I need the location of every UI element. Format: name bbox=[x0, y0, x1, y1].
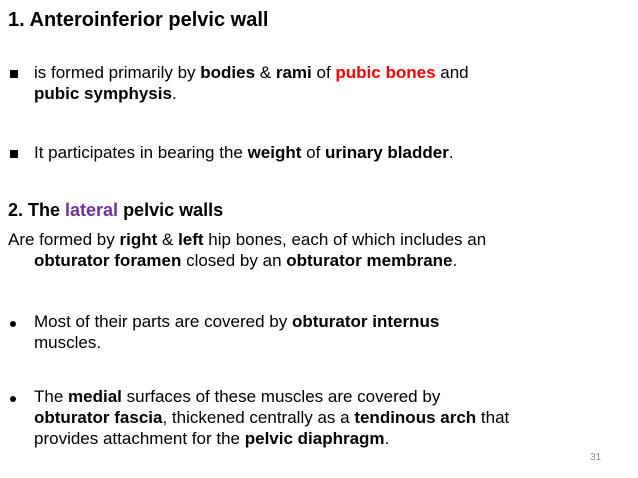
text-run: pelvic walls bbox=[118, 200, 224, 220]
text-run: The bbox=[34, 387, 69, 406]
bold-text-rami: rami bbox=[275, 63, 312, 82]
square-bullet-icon bbox=[10, 62, 28, 83]
bold-text-obturator-membrane: obturator membrane bbox=[286, 251, 453, 270]
square-bullet-icon bbox=[10, 142, 28, 163]
bullet-4-line-3 bbox=[8, 428, 630, 449]
text-run: surfaces of these muscles are covered by bbox=[121, 387, 441, 406]
bullet-4-line-2 bbox=[8, 407, 630, 428]
text-run: . bbox=[171, 84, 177, 103]
bold-text-weight: weight bbox=[247, 143, 302, 162]
bullet-3-line-2: muscles. bbox=[34, 333, 102, 352]
para-line-2 bbox=[8, 250, 630, 271]
bullet-item-1 bbox=[8, 62, 630, 104]
text-run: that bbox=[476, 408, 510, 427]
heading-anteroinferior-wall: 1. Anteroinferior pelvic wall bbox=[8, 9, 269, 31]
bullet-item-3 bbox=[8, 311, 630, 353]
bullet-item-4 bbox=[8, 386, 630, 449]
bold-text-bodies: bodies bbox=[200, 63, 256, 82]
text-run: of bbox=[301, 143, 326, 162]
highlight-text-lateral: lateral bbox=[65, 200, 119, 220]
text-run: closed by an bbox=[181, 251, 287, 270]
text-run: It participates in bearing the bbox=[34, 143, 248, 162]
bullet-2-line-1 bbox=[8, 142, 630, 163]
text-run: hip bones, each of which includes an bbox=[203, 230, 487, 249]
bold-text-right: right bbox=[119, 230, 158, 249]
text-run: & bbox=[157, 230, 179, 249]
bold-text-obturator-foramen: obturator foramen bbox=[34, 251, 182, 270]
text-run: provides attachment for the bbox=[34, 429, 245, 448]
bold-text-pubic-symphysis: pubic symphysis bbox=[34, 84, 172, 103]
text-run: . bbox=[384, 429, 390, 448]
text-run: Are formed by bbox=[8, 230, 120, 249]
bold-text-left: left bbox=[178, 230, 204, 249]
bullet-3-line-1 bbox=[8, 311, 630, 332]
text-run: 2. The bbox=[8, 200, 66, 220]
lateral-walls-paragraph bbox=[8, 229, 630, 271]
text-run: . bbox=[448, 143, 454, 162]
bold-text-obturator-fascia: obturator fascia bbox=[34, 408, 163, 427]
page-number: 31 bbox=[590, 452, 602, 463]
bold-text-urinary-bladder: urinary bladder bbox=[325, 143, 449, 162]
text-run: , thickened centrally as a bbox=[162, 408, 355, 427]
dot-bullet-icon bbox=[10, 311, 28, 332]
text-run: is formed primarily by bbox=[34, 63, 201, 82]
text-run: & bbox=[255, 63, 276, 82]
bold-text-medial: medial bbox=[68, 387, 122, 406]
text-run: and bbox=[435, 63, 469, 82]
dot-bullet-icon bbox=[10, 386, 28, 407]
bullet-item-2 bbox=[8, 142, 630, 163]
bold-text-obturator-internus: obturator internus bbox=[291, 312, 440, 331]
text-run: Most of their parts are covered by bbox=[34, 312, 292, 331]
bullet-4-line-1 bbox=[8, 386, 630, 407]
text-run: of bbox=[311, 63, 336, 82]
highlight-text-pubic-bones: pubic bones bbox=[335, 63, 436, 82]
bold-text-tendinous-arch: tendinous arch bbox=[354, 408, 477, 427]
text-run: . bbox=[452, 251, 458, 270]
bold-text-pelvic-diaphragm: pelvic diaphragm bbox=[244, 429, 385, 448]
para-line-1 bbox=[8, 229, 630, 250]
bullet-1-line-1 bbox=[8, 62, 630, 83]
heading-lateral-walls bbox=[8, 198, 223, 222]
bullet-1-line-2 bbox=[8, 83, 630, 104]
